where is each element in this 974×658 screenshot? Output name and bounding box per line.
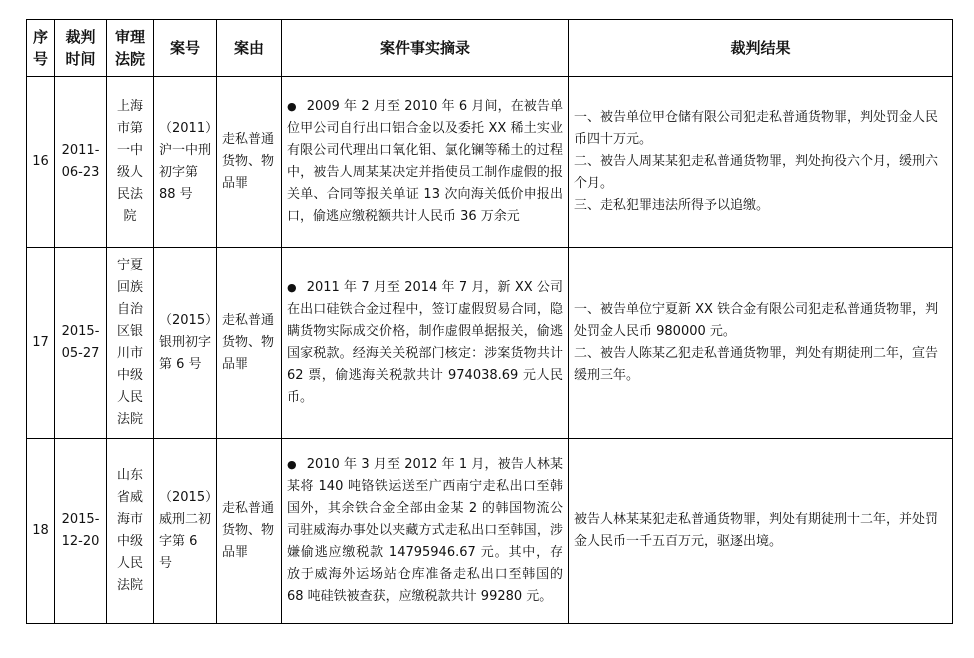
bullet-icon: ●: [287, 458, 297, 471]
facts-text: 2009 年 2 月至 2010 年 6 月间，在被告单位甲公司自行出口铝合金以及委托 XX 稀土实业有限公司代理出口氧化钼、氯化镧等稀土的过程中，被告人周某某决定并指使员工制作虚假的报关单、合同等报关单证 13 次向海关低价申报出口，偷逃应缴税额共计人民币 36 万余元: [287, 99, 563, 224]
row-date: 2011-06-23: [55, 77, 107, 248]
header-date: 裁判时间: [55, 20, 107, 77]
header-row: [27, 20, 953, 77]
row-result: [569, 248, 953, 439]
table-row: [27, 248, 953, 439]
result-line: 一、被告单位甲仓储有限公司犯走私普通货物罪，判处罚金人民币四十万元。: [574, 110, 939, 147]
result-line: 被告人林某某犯走私普通货物罪，判处有期徒刑十二年，并处罚金人民币一千五百万元，驱逐出境。: [574, 512, 939, 549]
header-facts: 案件事实摘录: [282, 20, 569, 77]
row-case-no: （2015）银刑初字第 6 号: [154, 248, 217, 439]
judgment-table: [26, 19, 953, 624]
row-seq: 18: [27, 439, 55, 624]
facts-text: 2010 年 3 月至 2012 年 1 月，被告人林某某将 140 吨铬铁运送至广西南宁走私出口至韩国外，其余铁合金全部由金某 2 的韩国物流公司驻威海办事处以夹藏方式走私出口至韩国，涉嫌偷逃应缴税款 14795946.67 元。其中，存放于威海外运场站仓库准备走私出口至韩国的 68 吨硅铁被查获，应缴税款共计 99280 元。: [287, 457, 563, 604]
header-result: 裁判结果: [569, 20, 953, 77]
header-court: 审理法院: [107, 20, 154, 77]
row-facts: [282, 77, 569, 248]
result-line: 三、走私犯罪违法所得予以追缴。: [574, 198, 770, 213]
row-cause: 走私普通货物、物品罪: [217, 439, 282, 624]
table-row: [27, 439, 953, 624]
header-seq: 序号: [27, 20, 55, 77]
row-case-no: （2011）沪一中刑初字第 88 号: [154, 77, 217, 248]
row-cause: 走私普通货物、物品罪: [217, 77, 282, 248]
row-court: 宁夏回族自治区银川市中级人民法院: [107, 248, 154, 439]
header-cause: 案由: [217, 20, 282, 77]
row-date: 2015-05-27: [55, 248, 107, 439]
result-line: 二、被告人陈某乙犯走私普通货物罪，判处有期徒刑二年，宣告缓刑三年。: [574, 346, 939, 383]
row-court: 山东省威海市中级人民法院: [107, 439, 154, 624]
row-court: 上海市第一中级人民法院: [107, 77, 154, 248]
row-seq: 16: [27, 77, 55, 248]
row-seq: 17: [27, 248, 55, 439]
row-result: [569, 439, 953, 624]
bullet-icon: ●: [287, 281, 297, 294]
result-line: 二、被告人周某某犯走私普通货物罪，判处拘役六个月，缓刑六个月。: [574, 154, 939, 191]
header-case-no: 案号: [154, 20, 217, 77]
row-case-no: （2015）威刑二初字第 6 号: [154, 439, 217, 624]
facts-text: 2011 年 7 月至 2014 年 7 月，新 XX 公司在出口硅铁合金过程中，签订虚假贸易合同，隐瞒货物实际成交价格，制作虚假单据报关，偷逃国家税款。经海关关税部门核定：涉案货物共计 62 票，偷逃海关税款共计 974038.69 元人民币。: [287, 280, 563, 405]
row-date: 2015-12-20: [55, 439, 107, 624]
row-facts: [282, 248, 569, 439]
row-cause: 走私普通货物、物品罪: [217, 248, 282, 439]
table-row: [27, 77, 953, 248]
row-facts: [282, 439, 569, 624]
result-line: 一、被告单位宁夏新 XX 铁合金有限公司犯走私普通货物罪，判处罚金人民币 980000 元。: [574, 302, 939, 339]
bullet-icon: ●: [287, 100, 297, 113]
row-result: [569, 77, 953, 248]
